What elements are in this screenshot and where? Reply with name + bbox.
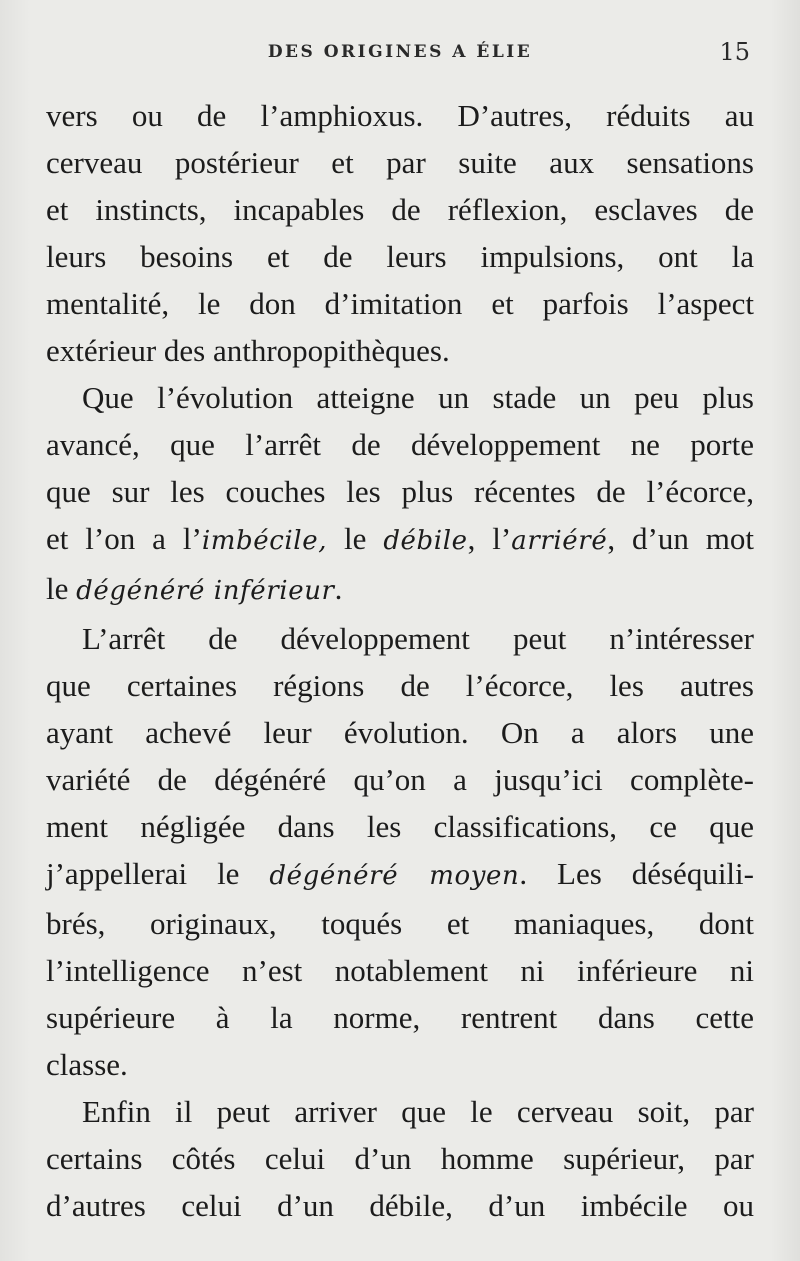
text-segment: Que l’évolution atteigne un stade un peu plus xyxy=(82,380,754,415)
text-segment: le xyxy=(327,521,384,556)
text-line xyxy=(46,1182,754,1229)
text-line xyxy=(46,947,754,994)
text-line xyxy=(46,139,754,186)
running-head: DES ORIGINES A ÉLIE xyxy=(267,42,533,62)
italic-text: dégénéré inférieur xyxy=(76,576,335,606)
text-segment: supérieure à la norme, rentrent dans cette xyxy=(46,1000,754,1035)
paragraph xyxy=(46,92,754,374)
text-line xyxy=(46,803,754,850)
text-segment: . xyxy=(334,571,343,606)
text-segment: , l’ xyxy=(467,521,512,556)
body-text xyxy=(46,92,754,1229)
text-segment: l’intelligence n’est notablement ni inférieure ni xyxy=(46,953,754,988)
text-segment: variété de dégénéré qu’on a jusqu’ici complète- xyxy=(46,762,754,797)
text-line xyxy=(46,1135,754,1182)
text-segment: leurs besoins et de leurs impulsions, ont la xyxy=(46,239,754,274)
text-line xyxy=(46,565,754,615)
text-line xyxy=(46,1041,754,1088)
text-line xyxy=(46,515,754,565)
text-line xyxy=(46,374,754,421)
text-segment: extérieur des anthropopithèques. xyxy=(46,333,450,368)
text-segment: que sur les couches les plus récentes de l’écorce, xyxy=(46,474,754,509)
text-line xyxy=(46,994,754,1041)
text-segment: cerveau postérieur et par suite aux sensations xyxy=(46,145,754,180)
italic-text: débile xyxy=(383,526,468,556)
text-segment: et l’on a l’ xyxy=(46,521,202,556)
text-segment: vers ou de l’amphioxus. D’autres, réduits au xyxy=(46,98,754,133)
italic-text: dégénéré moyen xyxy=(269,861,520,891)
text-line xyxy=(46,468,754,515)
text-segment: ment négligée dans les classifications, ce que xyxy=(46,809,754,844)
text-segment: que certaines régions de l’écorce, les autres xyxy=(46,668,754,703)
text-segment: le xyxy=(46,571,77,606)
text-line xyxy=(46,186,754,233)
text-segment: et instincts, incapables de réflexion, esclaves de xyxy=(46,192,754,227)
text-line xyxy=(46,615,754,662)
text-segment: mentalité, le don d’imitation et parfois l’aspect xyxy=(46,286,754,321)
text-segment: avancé, que l’arrêt de développement ne porte xyxy=(46,427,754,462)
text-line xyxy=(46,850,754,900)
text-segment: brés, originaux, toqués et maniaques, dont xyxy=(46,906,754,941)
italic-text: imbécile, xyxy=(201,526,328,556)
text-line xyxy=(46,327,754,374)
text-segment: L’arrêt de développement peut n’intéresser xyxy=(82,621,754,656)
text-line xyxy=(46,709,754,756)
text-segment: certains côtés celui d’un homme supérieur, par xyxy=(46,1141,754,1176)
text-segment: d’autres celui d’un débile, d’un imbécile ou xyxy=(46,1188,754,1223)
text-line xyxy=(46,662,754,709)
text-line xyxy=(46,92,754,139)
paragraph xyxy=(46,374,754,615)
italic-text: arriéré xyxy=(511,526,608,556)
text-segment: ayant achevé leur évolution. On a alors une xyxy=(46,715,754,750)
text-segment: , d’un mot xyxy=(607,521,754,556)
text-line xyxy=(46,900,754,947)
paragraph xyxy=(46,1088,754,1229)
text-segment: . Les déséquili- xyxy=(519,856,754,891)
text-line xyxy=(46,421,754,468)
paragraph xyxy=(46,615,754,1088)
text-segment: j’appellerai le xyxy=(46,856,270,891)
text-segment: Enfin il peut arriver que le cerveau soit, par xyxy=(82,1094,754,1129)
text-line xyxy=(46,756,754,803)
text-line xyxy=(46,280,754,327)
text-segment: classe. xyxy=(46,1047,128,1082)
page-number: 15 xyxy=(719,38,750,66)
page-header xyxy=(48,38,752,72)
text-line xyxy=(46,233,754,280)
text-line xyxy=(46,1088,754,1135)
